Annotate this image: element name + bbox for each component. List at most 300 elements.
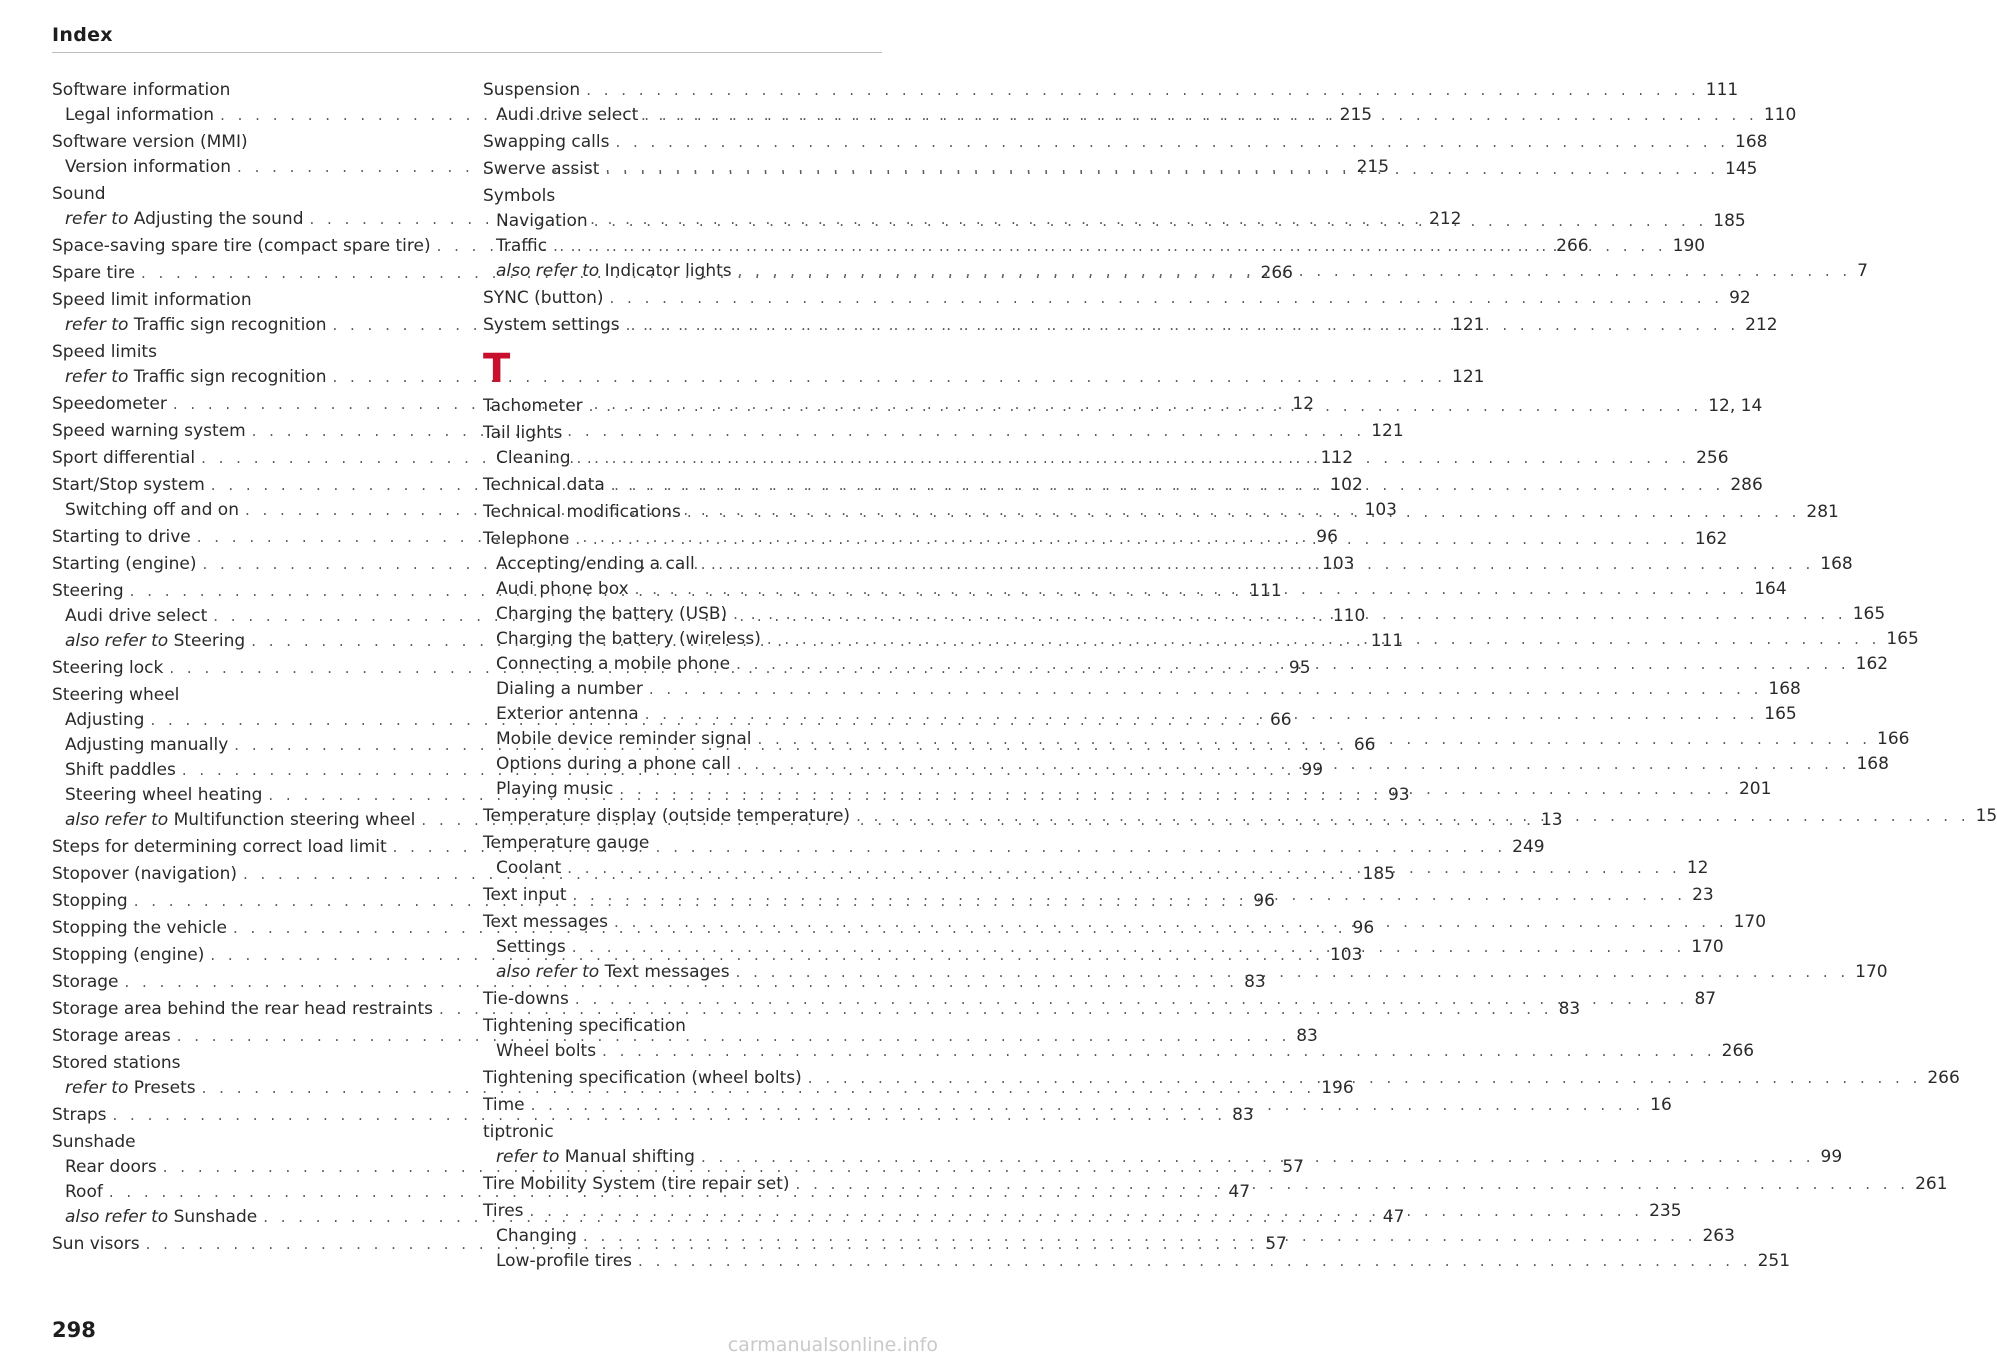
entry-label xyxy=(483,987,569,1012)
leader-dots xyxy=(577,446,1691,471)
leader-dots xyxy=(619,777,1733,802)
entry-text: Dialing a number xyxy=(496,679,643,699)
entry-text: Swerve assist xyxy=(483,159,600,179)
entry-text: Charging the battery (wireless) xyxy=(496,629,761,649)
leader-dots xyxy=(757,727,1871,752)
leader-dots xyxy=(583,1224,1697,1249)
entry-label xyxy=(52,473,205,498)
entry-text: Tail lights xyxy=(483,423,563,443)
cross-reference-prefix: also refer to xyxy=(65,810,169,830)
entry-text: Playing music xyxy=(496,779,614,799)
leader-dots xyxy=(796,1172,1910,1197)
entry-label xyxy=(483,1014,686,1039)
entry-page-number: 266 xyxy=(1556,236,1589,256)
index-entry xyxy=(483,421,882,446)
entry-text: Audi drive select xyxy=(496,105,639,125)
index-subentry xyxy=(483,727,1910,752)
entry-label xyxy=(52,234,431,259)
entry-text: Multifunction steering wheel xyxy=(173,810,416,830)
entry-text: Temperature display (outside temperature) xyxy=(483,806,851,826)
entry-text: Sound xyxy=(52,184,106,204)
entry-text: Steering xyxy=(52,581,124,601)
entry-page-number: 168 xyxy=(1768,679,1801,699)
entry-label xyxy=(52,862,237,887)
leader-dots xyxy=(701,1145,1815,1170)
entry-text: Tightening specification xyxy=(483,1016,686,1036)
entry-label xyxy=(65,604,207,629)
entry-label xyxy=(483,804,850,829)
entry-page-number: 162 xyxy=(1855,654,1889,674)
entry-label xyxy=(483,831,649,856)
entry-text: Steering lock xyxy=(52,658,164,678)
entry-text: Adjusting the sound xyxy=(133,209,304,229)
entry-page-number: 111 xyxy=(1249,581,1282,601)
entry-label xyxy=(496,1039,596,1064)
entry-text: SYNC (button) xyxy=(483,288,604,308)
entry-label xyxy=(52,1051,181,1076)
entry-label xyxy=(65,155,231,180)
cross-reference-prefix: refer to xyxy=(496,1147,560,1167)
leader-dots xyxy=(737,752,1851,777)
entry-label xyxy=(65,1076,196,1101)
entry-page-number: 102 xyxy=(1330,475,1363,495)
entry-label xyxy=(483,157,599,182)
entry-page-number: 121 xyxy=(1452,315,1485,335)
entry-page-number: 185 xyxy=(1362,864,1395,884)
entry-page-number: 196 xyxy=(1321,1078,1354,1098)
entry-text: Rear doors xyxy=(65,1157,157,1177)
entry-text: Steering wheel xyxy=(52,685,180,705)
index-entry xyxy=(483,130,1768,155)
entry-page-number: 235 xyxy=(1649,1201,1682,1221)
entry-label xyxy=(52,182,106,207)
entry-label xyxy=(52,997,433,1022)
entry-label xyxy=(496,702,639,727)
entry-text: Manual shifting xyxy=(564,1147,695,1167)
entry-label xyxy=(52,579,124,604)
entry-label xyxy=(496,727,751,752)
entry-text: Traffic sign recognition xyxy=(133,367,327,387)
entry-page-number: 286 xyxy=(1730,475,1763,495)
entry-label xyxy=(483,527,569,552)
entry-text: Traffic sign recognition xyxy=(133,315,327,335)
entry-text: Space-saving spare tire (compact spare tire) xyxy=(52,236,431,256)
leader-dots xyxy=(586,78,1700,103)
leader-dots xyxy=(687,500,1801,525)
index-entry xyxy=(483,1014,882,1039)
entry-text: Mobile device reminder signal xyxy=(496,729,752,749)
entry-text: Options during a phone call xyxy=(496,754,731,774)
cross-reference-prefix: also refer to xyxy=(496,261,600,281)
entry-page-number: 103 xyxy=(1329,945,1363,965)
entry-label xyxy=(65,629,245,654)
entry-label xyxy=(52,1024,171,1049)
entry-label xyxy=(496,1145,695,1170)
leader-dots xyxy=(572,935,1686,960)
index-subentry xyxy=(483,677,1801,702)
entry-label xyxy=(52,288,252,313)
entry-page-number: 103 xyxy=(1364,500,1397,520)
entry-page-number: 12, 14 xyxy=(1708,396,1763,416)
cross-reference-prefix: refer to xyxy=(65,315,129,335)
entry-text: Storage areas xyxy=(52,1026,171,1046)
entry-label xyxy=(483,421,562,446)
entry-label xyxy=(52,552,196,577)
entry-label xyxy=(496,1249,632,1274)
leader-dots xyxy=(645,702,1759,727)
leader-dots xyxy=(602,1039,1716,1064)
entry-page-number: 165 xyxy=(1886,629,1919,649)
entry-page-number: 96 xyxy=(1253,891,1275,911)
entry-page-number: 170 xyxy=(1733,912,1767,932)
entry-text: Presets xyxy=(133,1078,196,1098)
entry-text: Settings xyxy=(496,937,566,957)
entry-label xyxy=(52,419,246,444)
leader-dots xyxy=(575,527,1689,552)
entry-text: Suspension xyxy=(483,80,581,100)
entry-text: Adjusting manually xyxy=(65,735,229,755)
entry-page-number: 111 xyxy=(1705,80,1739,100)
entry-text: Sunshade xyxy=(52,1132,136,1152)
entry-page-number: 7 xyxy=(1857,261,1868,281)
entry-page-number: 249 xyxy=(1512,837,1545,857)
entry-text: Exterior antenna xyxy=(496,704,639,724)
index-entry xyxy=(483,394,1763,419)
entry-text: Software information xyxy=(52,80,231,100)
entry-label xyxy=(496,627,761,652)
entry-text: Speed limits xyxy=(52,342,157,362)
cross-reference-prefix: refer to xyxy=(65,1078,129,1098)
entry-label xyxy=(52,1130,136,1155)
entry-text: Spare tire xyxy=(52,263,135,283)
entry-page-number: 164 xyxy=(1754,579,1787,599)
entry-page-number: 166 xyxy=(1877,729,1910,749)
entry-label xyxy=(52,889,128,914)
entry-page-number: 165 xyxy=(1764,704,1797,724)
index-subentry xyxy=(483,1249,1791,1274)
entry-page-number: 99 xyxy=(1820,1147,1843,1167)
entry-label xyxy=(52,340,157,365)
entry-text: Software version (MMI) xyxy=(52,132,248,152)
entry-text: Indicator lights xyxy=(604,261,732,281)
entry-label xyxy=(65,1155,157,1180)
entry-page-number: 212 xyxy=(1745,315,1778,335)
entry-page-number: 170 xyxy=(1691,937,1724,957)
entry-label xyxy=(483,78,580,103)
entry-page-number: 13 xyxy=(1540,810,1563,830)
index-entry xyxy=(52,78,451,103)
entry-page-number: 266 xyxy=(1927,1068,1960,1088)
entry-text: Coolant xyxy=(496,858,562,878)
entry-text: Starting to drive xyxy=(52,527,191,547)
entry-page-number: 162 xyxy=(1694,529,1728,549)
entry-label xyxy=(483,1199,524,1224)
entry-page-number: 215 xyxy=(1339,105,1373,125)
entry-label xyxy=(496,209,588,234)
entry-text: Stopping (engine) xyxy=(52,945,205,965)
entry-page-number: 83 xyxy=(1244,972,1266,992)
entry-page-number: 66 xyxy=(1269,710,1292,730)
leader-dots xyxy=(605,157,1719,182)
entry-page-number: 170 xyxy=(1855,962,1888,982)
leader-dots xyxy=(575,987,1689,1012)
entry-text: Wheel bolts xyxy=(496,1041,597,1061)
entry-label xyxy=(496,935,566,960)
entry-page-number: 261 xyxy=(1915,1174,1948,1194)
leader-dots xyxy=(701,552,1815,577)
entry-text: Steering xyxy=(173,631,246,651)
entry-page-number: 83 xyxy=(1558,999,1581,1019)
entry-label xyxy=(483,910,608,935)
entry-text: Adjusting xyxy=(65,710,145,730)
entry-label xyxy=(496,752,731,777)
leader-dots xyxy=(808,1066,1922,1091)
index-entry xyxy=(52,683,451,708)
entry-text: Starting (engine) xyxy=(52,554,197,574)
entry-text: Tachometer xyxy=(483,396,583,416)
leader-dots xyxy=(626,313,1740,338)
entry-page-number: 201 xyxy=(1738,779,1772,799)
entry-text: Tightening specification (wheel bolts) xyxy=(483,1068,802,1088)
entry-label xyxy=(496,259,732,284)
leader-dots xyxy=(733,602,1847,627)
leader-dots xyxy=(635,577,1749,602)
entry-text: Version information xyxy=(65,157,232,177)
entry-label xyxy=(52,446,195,471)
entry-text: Storage area behind the rear head restraints xyxy=(52,999,434,1019)
entry-text: Symbols xyxy=(483,186,556,206)
entry-page-number: 168 xyxy=(1856,754,1889,774)
entry-text: Tie-downs xyxy=(483,989,569,1009)
entry-page-number: 256 xyxy=(1696,448,1729,468)
cross-reference-prefix: refer to xyxy=(65,209,129,229)
entry-text: Roof xyxy=(65,1182,103,1202)
entry-label xyxy=(52,261,135,286)
entry-text: Sunshade xyxy=(173,1207,258,1227)
entry-page-number: 185 xyxy=(1713,211,1746,231)
leader-dots xyxy=(767,627,1881,652)
entry-label xyxy=(483,394,583,419)
entry-label xyxy=(52,943,204,968)
entry-label xyxy=(52,835,387,860)
entry-label xyxy=(496,552,695,577)
entry-label xyxy=(483,184,555,209)
leader-dots xyxy=(553,234,1667,259)
entry-page-number: 47 xyxy=(1382,1207,1405,1227)
entry-text: Speedometer xyxy=(52,394,167,414)
entry-page-number: 103 xyxy=(1322,554,1355,574)
entry-label xyxy=(483,473,605,498)
entry-label xyxy=(65,708,144,733)
leader-dots xyxy=(611,473,1725,498)
entry-text: Shift paddles xyxy=(65,760,176,780)
entry-text: Technical modifications xyxy=(483,502,681,522)
leader-dots xyxy=(736,960,1850,985)
leader-dots xyxy=(531,1093,1645,1118)
entry-text: Traffic xyxy=(496,236,548,256)
entry-label xyxy=(496,602,727,627)
entry-label xyxy=(65,733,228,758)
entry-page-number: 57 xyxy=(1265,1234,1287,1254)
entry-page-number: 57 xyxy=(1282,1157,1304,1177)
entry-text: Audi drive select xyxy=(65,606,208,626)
entry-page-number: 93 xyxy=(1387,785,1410,805)
entry-label xyxy=(65,498,239,523)
entry-page-number: 16 xyxy=(1650,1095,1672,1115)
index-entry xyxy=(52,182,451,207)
leader-dots xyxy=(530,1199,1644,1224)
entry-label xyxy=(496,856,561,881)
entry-page-number: 111 xyxy=(1370,631,1404,651)
entry-page-number: 281 xyxy=(1806,502,1839,522)
index-entry xyxy=(52,1130,451,1155)
entry-text: Steering wheel heating xyxy=(65,785,263,805)
header-divider xyxy=(52,52,882,53)
entry-label xyxy=(496,577,629,602)
entry-page-number: 12 xyxy=(1292,394,1315,414)
entry-label xyxy=(52,392,167,417)
entry-text: Straps xyxy=(52,1105,107,1125)
entry-page-number: 266 xyxy=(1260,263,1293,283)
cross-reference-prefix: also refer to xyxy=(65,631,169,651)
entry-label xyxy=(65,808,415,833)
entry-text: Speed limit information xyxy=(52,290,252,310)
entry-text: Text messages xyxy=(483,912,609,932)
index-entry xyxy=(483,1120,882,1145)
entry-page-number: 165 xyxy=(1852,604,1886,624)
entry-text: Stopping xyxy=(52,891,128,911)
entry-label xyxy=(496,1224,577,1249)
entry-label xyxy=(52,78,230,103)
entry-page-number: 121 xyxy=(1452,367,1485,387)
entry-page-number: 12 xyxy=(1686,858,1709,878)
entry-label xyxy=(52,970,119,995)
entry-text: Legal information xyxy=(65,105,215,125)
entry-text: Stored stations xyxy=(52,1053,181,1073)
entry-page-number: 66 xyxy=(1353,735,1376,755)
entry-text: Cleaning xyxy=(496,448,571,468)
entry-label xyxy=(483,1172,790,1197)
entry-label xyxy=(496,446,571,471)
entry-text: Text input xyxy=(483,885,567,905)
entry-page-number: 110 xyxy=(1763,105,1797,125)
entry-label xyxy=(483,500,681,525)
entry-page-number: 47 xyxy=(1228,1182,1251,1202)
leader-dots xyxy=(649,677,1763,702)
entry-label xyxy=(52,1232,140,1257)
entry-label xyxy=(52,130,248,155)
leader-dots xyxy=(610,286,1724,311)
entry-text: System settings xyxy=(483,315,620,335)
entry-label xyxy=(496,652,730,677)
section-letter-t: T xyxy=(483,346,511,392)
entry-page-number: 168 xyxy=(1820,554,1853,574)
entry-label xyxy=(483,1066,802,1091)
entry-label xyxy=(65,365,326,390)
entry-page-number: 110 xyxy=(1332,606,1366,626)
entry-label xyxy=(52,1103,107,1128)
entry-label xyxy=(496,677,643,702)
entry-page-number: 112 xyxy=(1320,448,1354,468)
entry-text: Steps for determining correct load limit xyxy=(52,837,387,857)
entry-page-number: 83 xyxy=(1296,1026,1318,1046)
entry-text: Technical data xyxy=(483,475,605,495)
entry-page-number: 215 xyxy=(1356,157,1390,177)
entry-page-number: 23 xyxy=(1692,885,1714,905)
entry-label xyxy=(52,656,163,681)
entry-page-number: 99 xyxy=(1301,760,1324,780)
index-entry xyxy=(483,184,882,209)
entry-label xyxy=(65,207,304,232)
cross-reference-prefix: refer to xyxy=(65,367,129,387)
index-entry xyxy=(483,78,1739,103)
entry-text: tiptronic xyxy=(483,1122,554,1142)
cross-reference-prefix: also refer to xyxy=(65,1207,169,1227)
entry-text: Telephone xyxy=(483,529,570,549)
leader-dots xyxy=(736,652,1850,677)
entry-page-number: 95 xyxy=(1288,658,1311,678)
entry-page-number: 92 xyxy=(1729,288,1751,308)
entry-label xyxy=(52,525,191,550)
entry-page-number: 168 xyxy=(1735,132,1768,152)
leader-dots xyxy=(589,394,1703,419)
entry-page-number: 190 xyxy=(1672,236,1706,256)
entry-text: Storage xyxy=(52,972,119,992)
entry-text: Switching off and on xyxy=(65,500,239,520)
entry-page-number: 145 xyxy=(1725,159,1758,179)
entry-label xyxy=(483,1093,525,1118)
entry-page-number: 15 xyxy=(1975,806,1997,826)
entry-label xyxy=(496,777,613,802)
entry-label xyxy=(65,313,326,338)
leader-dots xyxy=(738,259,1852,284)
entry-label xyxy=(52,683,179,708)
leader-dots xyxy=(614,910,1728,935)
entry-page-number: 266 xyxy=(1721,1041,1755,1061)
page-number: 298 xyxy=(52,1318,96,1342)
entry-label xyxy=(496,234,547,259)
entry-page-number: 96 xyxy=(1352,918,1375,938)
entry-text: Tires xyxy=(483,1201,524,1221)
entry-page-number: 87 xyxy=(1694,989,1717,1009)
entry-label xyxy=(483,130,609,155)
entry-text: Navigation xyxy=(496,211,588,231)
entry-text: Sun visors xyxy=(52,1234,140,1254)
index-entry xyxy=(52,288,451,313)
entry-text: Speed warning system xyxy=(52,421,246,441)
leader-dots xyxy=(567,856,1681,881)
entry-text: Sport differential xyxy=(52,448,196,468)
leader-dots xyxy=(573,883,1687,908)
index-entry xyxy=(52,1051,451,1076)
entry-text: Stopping the vehicle xyxy=(52,918,227,938)
entry-text: Low-profile tires xyxy=(496,1251,633,1271)
entry-page-number: 212 xyxy=(1429,209,1462,229)
entry-text: Charging the battery (USB) xyxy=(496,604,728,624)
leader-dots xyxy=(856,804,1970,829)
index-subentry xyxy=(52,365,1485,390)
entry-label xyxy=(65,758,176,783)
entry-text: Changing xyxy=(496,1226,577,1246)
leader-dots xyxy=(594,209,1708,234)
entry-label xyxy=(65,1205,257,1230)
entry-label xyxy=(483,286,604,311)
leader-dots xyxy=(615,130,1729,155)
entry-page-number: 251 xyxy=(1757,1251,1791,1271)
entry-text: Text messages xyxy=(604,962,730,982)
index-entry xyxy=(483,831,882,856)
entry-label xyxy=(65,103,214,128)
